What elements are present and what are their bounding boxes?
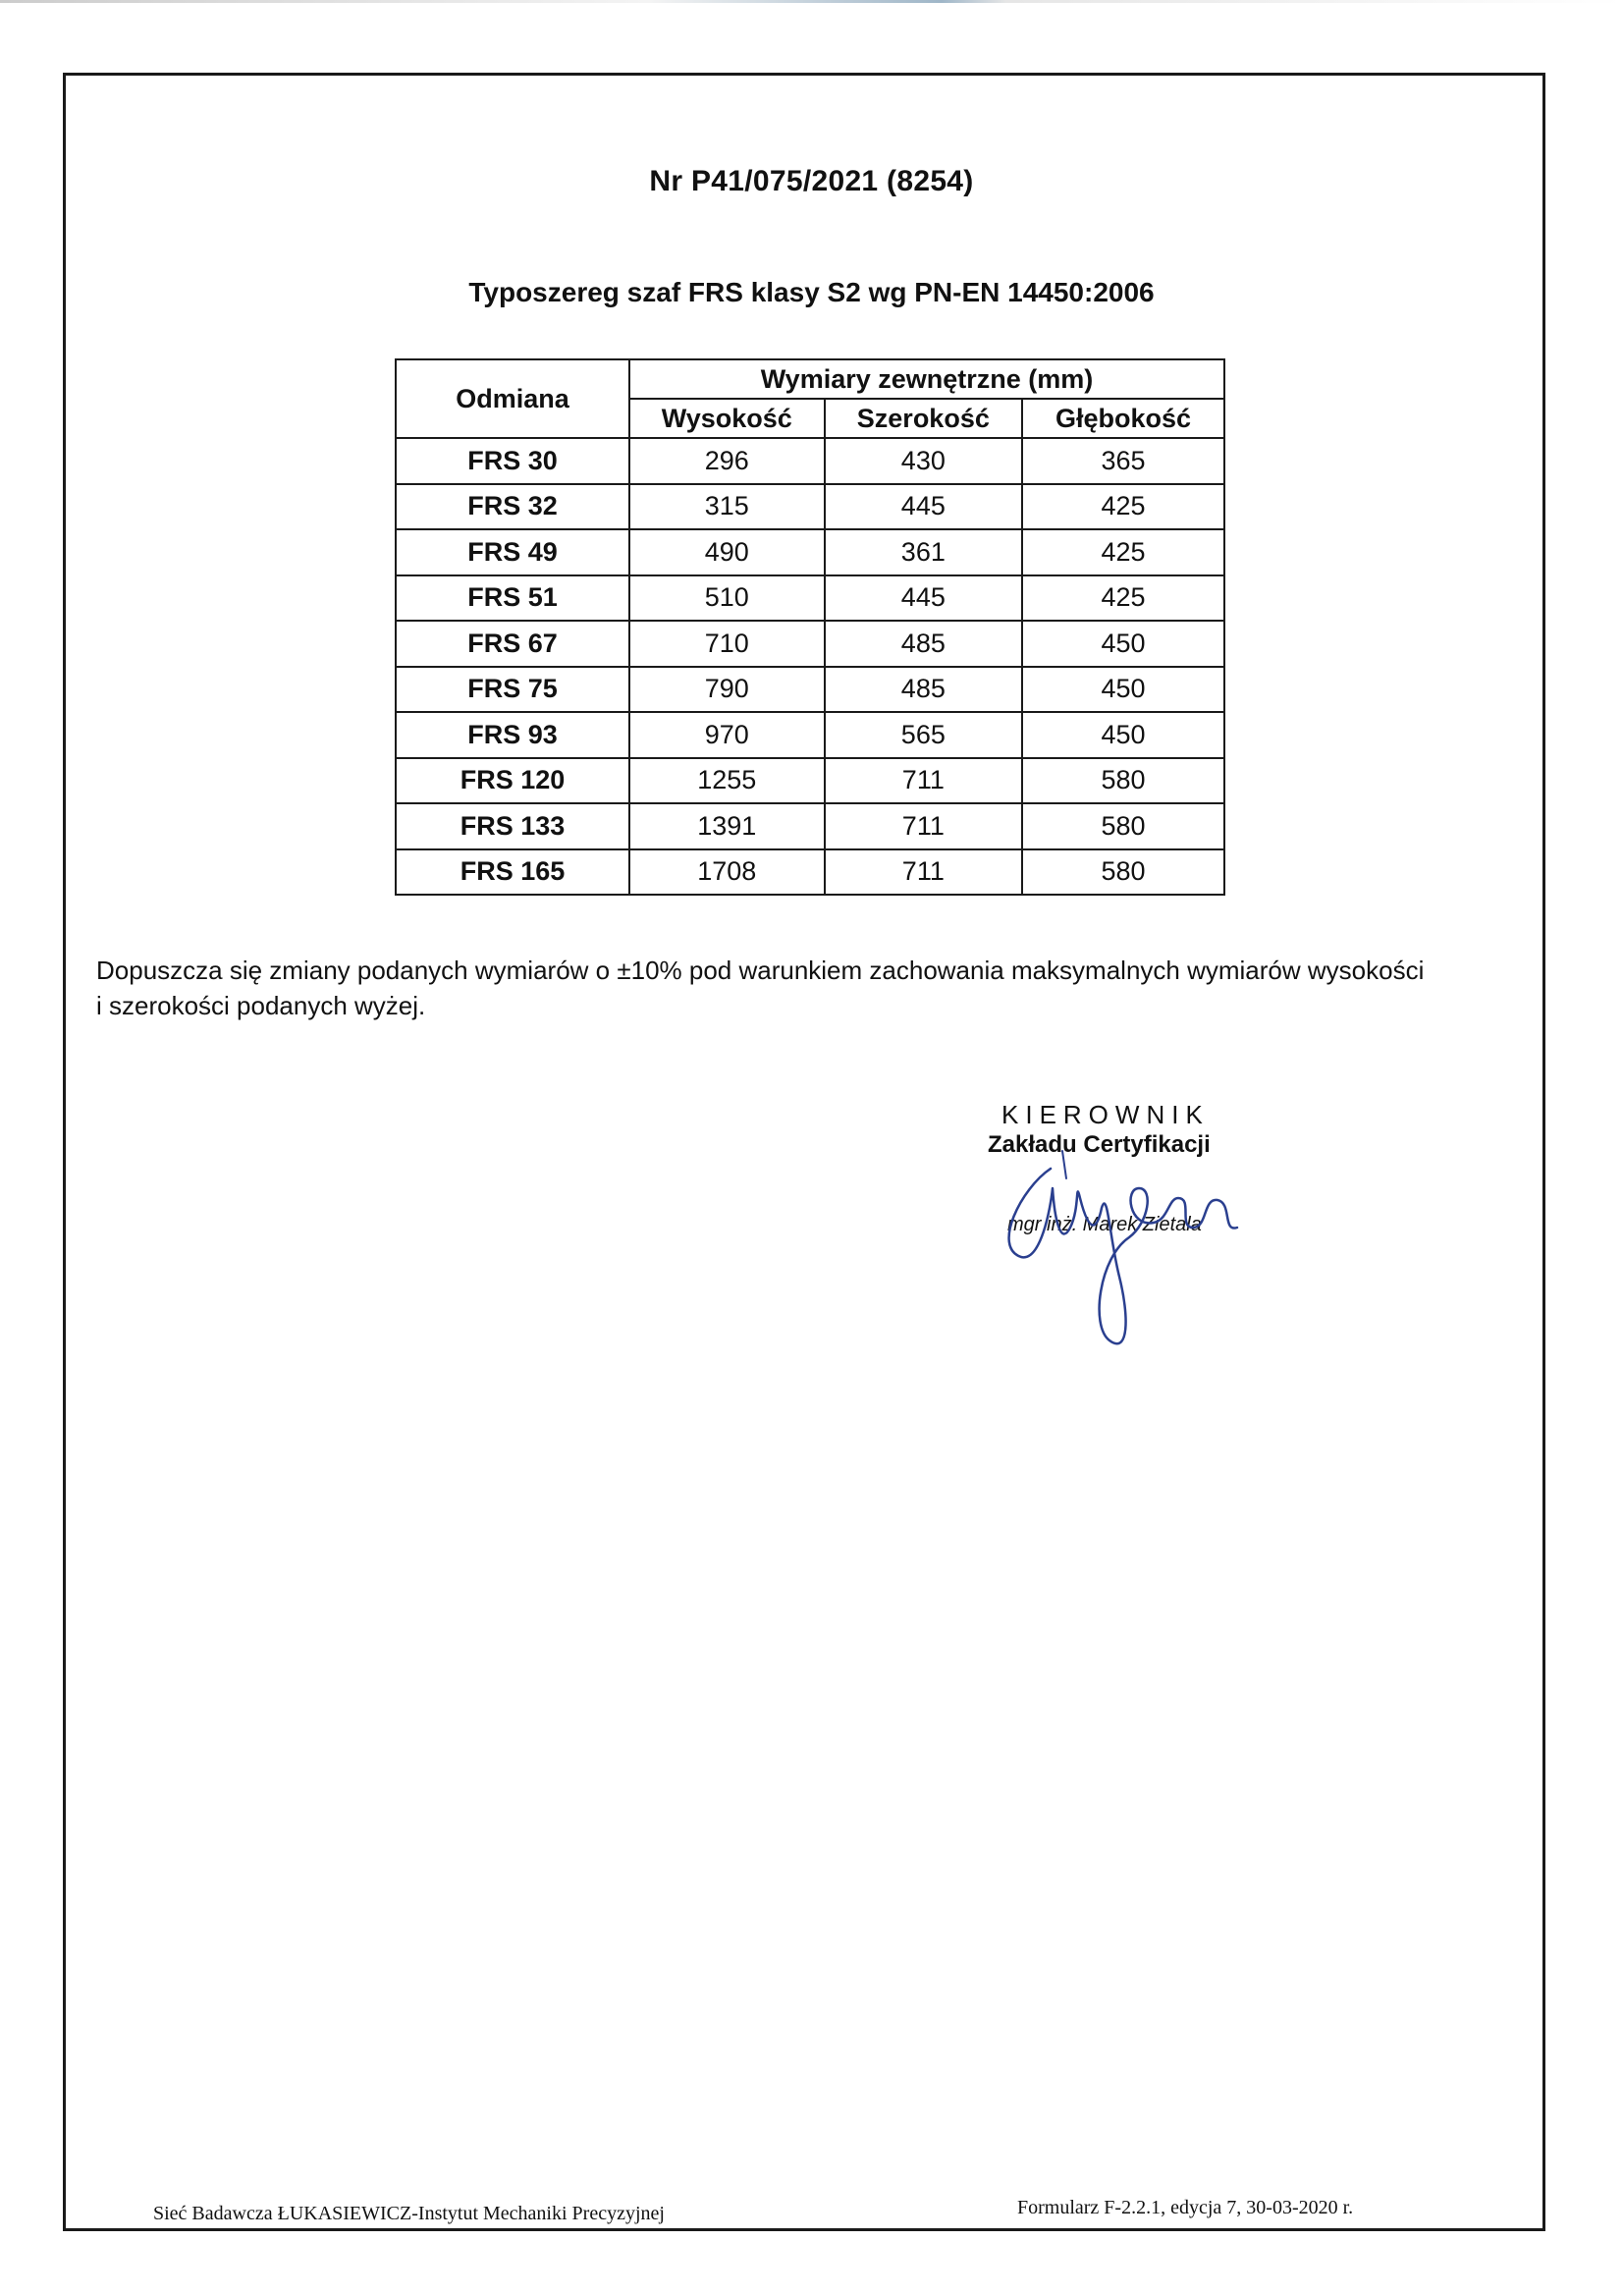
width-cell: 485: [825, 667, 1023, 713]
handwritten-signature: [982, 1129, 1276, 1365]
variant-cell: FRS 51: [396, 575, 629, 622]
table-row: [396, 438, 1224, 484]
height-cell: 490: [629, 529, 825, 575]
scan-edge-line: [0, 0, 1623, 3]
stamp-name: mgr inż. Marek Zietala: [1007, 1214, 1202, 1235]
height-cell: 970: [629, 712, 825, 758]
depth-cell: 425: [1022, 529, 1224, 575]
depth-cell: 425: [1022, 484, 1224, 530]
document-title: Typoszereg szaf FRS klasy S2 wg PN-EN 14450:2006: [468, 277, 1155, 307]
width-column-header: Szerokość: [825, 399, 1023, 438]
variant-cell: FRS 93: [396, 712, 629, 758]
height-cell: 1391: [629, 803, 825, 849]
depth-cell: 365: [1022, 438, 1224, 484]
tolerance-note-line-1: Dopuszcza się zmiany podanych wymiarów o ±10% pod warunkiem zachowania maksymalnych wymiarów wysokości: [96, 956, 1425, 985]
table-row: [396, 712, 1224, 758]
variant-cell: FRS 32: [396, 484, 629, 530]
stamp-title: KIEROWNIK: [1001, 1100, 1210, 1129]
width-cell: 430: [825, 438, 1023, 484]
dimensions-table: [395, 358, 1225, 896]
variant-cell: FRS 49: [396, 529, 629, 575]
table-row: [396, 667, 1224, 713]
height-cell: 315: [629, 484, 825, 530]
depth-cell: 580: [1022, 849, 1224, 896]
signature-stamp: [982, 1100, 1296, 1336]
depth-cell: 450: [1022, 621, 1224, 667]
width-cell: 711: [825, 803, 1023, 849]
table-row: [396, 484, 1224, 530]
depth-cell: 425: [1022, 575, 1224, 622]
table-row: [396, 803, 1224, 849]
dimensions-group-header: Wymiary zewnętrzne (mm): [629, 359, 1224, 399]
depth-cell: 580: [1022, 758, 1224, 804]
tolerance-note-line-2: i szerokości podanych wyżej.: [96, 991, 426, 1020]
height-cell: 510: [629, 575, 825, 622]
variant-cell: FRS 133: [396, 803, 629, 849]
height-cell: 1708: [629, 849, 825, 896]
height-cell: 1255: [629, 758, 825, 804]
document-number: Nr P41/075/2021 (8254): [649, 165, 974, 197]
height-cell: 710: [629, 621, 825, 667]
variant-cell: FRS 165: [396, 849, 629, 896]
variant-column-header: Odmiana: [396, 359, 629, 438]
height-column-header: Wysokość: [629, 399, 825, 438]
table-row: [396, 621, 1224, 667]
width-cell: 711: [825, 849, 1023, 896]
depth-cell: 450: [1022, 667, 1224, 713]
variant-cell: FRS 120: [396, 758, 629, 804]
table-row: [396, 575, 1224, 622]
tolerance-note: [96, 953, 1520, 1023]
width-cell: 711: [825, 758, 1023, 804]
depth-cell: 450: [1022, 712, 1224, 758]
height-cell: 296: [629, 438, 825, 484]
variant-cell: FRS 75: [396, 667, 629, 713]
table-row: [396, 529, 1224, 575]
width-cell: 445: [825, 575, 1023, 622]
width-cell: 361: [825, 529, 1023, 575]
width-cell: 445: [825, 484, 1023, 530]
depth-cell: 580: [1022, 803, 1224, 849]
variant-cell: FRS 30: [396, 438, 629, 484]
depth-column-header: Głębokość: [1022, 399, 1224, 438]
stamp-department: Zakładu Certyfikacji: [988, 1131, 1211, 1158]
table-row: [396, 849, 1224, 896]
footer-form-id: Formularz F-2.2.1, edycja 7, 30-03-2020 r.: [1017, 2197, 1354, 2218]
table-row: [396, 758, 1224, 804]
width-cell: 565: [825, 712, 1023, 758]
footer-institution: Sieć Badawcza ŁUKASIEWICZ-Instytut Mechaniki Precyzyjnej: [153, 2203, 665, 2224]
variant-cell: FRS 67: [396, 621, 629, 667]
height-cell: 790: [629, 667, 825, 713]
width-cell: 485: [825, 621, 1023, 667]
